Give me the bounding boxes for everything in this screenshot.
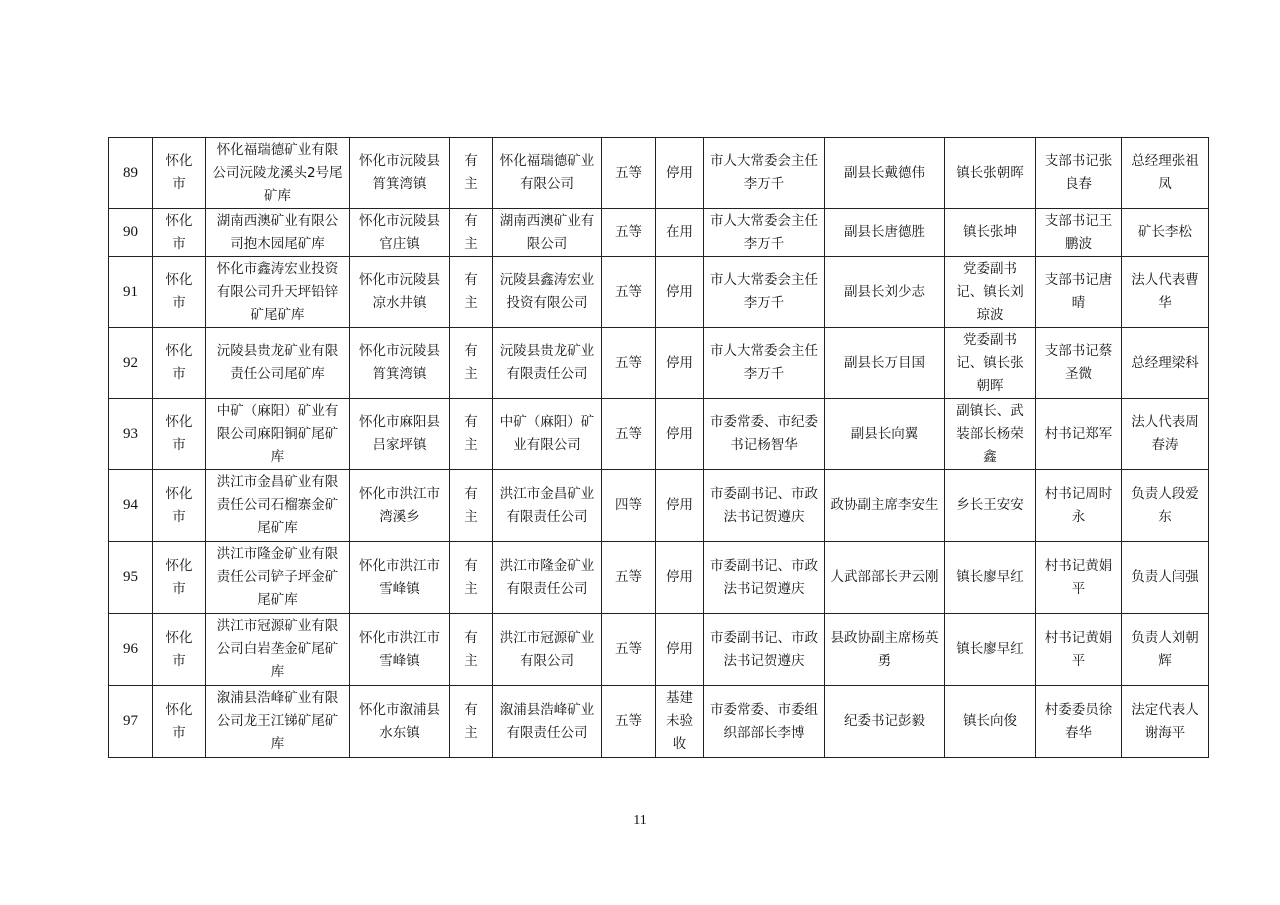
cell-town-leader: 党委副书记、镇长刘琼波 bbox=[945, 257, 1036, 328]
cell-town-leader: 副镇长、武装部长杨荣鑫 bbox=[945, 399, 1036, 470]
cell-city: 怀化市 bbox=[153, 138, 206, 209]
cell-village-leader: 村书记郑军 bbox=[1036, 399, 1122, 470]
cell-no: 92 bbox=[109, 328, 153, 399]
cell-owner-status: 有主 bbox=[450, 328, 493, 399]
cell-village-leader: 村委委员徐春华 bbox=[1036, 686, 1122, 758]
cell-company: 洪江市冠源矿业有限公司 bbox=[493, 614, 602, 686]
cell-name: 怀化福瑞德矿业有限公司沅陵龙溪头2号尾矿库 bbox=[206, 138, 350, 209]
cell-city-leader: 市人大常委会主任 李万千 bbox=[704, 138, 825, 209]
cell-no: 90 bbox=[109, 209, 153, 257]
cell-city: 怀化市 bbox=[153, 399, 206, 470]
cell-city: 怀化市 bbox=[153, 542, 206, 614]
cell-town-leader: 党委副书记、镇长张朝晖 bbox=[945, 328, 1036, 399]
cell-company-leader: 负责人闫强 bbox=[1122, 542, 1209, 614]
cell-company-leader: 法人代表周春涛 bbox=[1122, 399, 1209, 470]
cell-name: 溆浦县浩峰矿业有限公司龙王江锑矿尾矿库 bbox=[206, 686, 350, 758]
cell-status: 基建未验收 bbox=[656, 686, 704, 758]
cell-status: 停用 bbox=[656, 614, 704, 686]
cell-county-leader: 县政协副主席杨英勇 bbox=[825, 614, 945, 686]
cell-owner-status: 有主 bbox=[450, 686, 493, 758]
cell-county-leader: 副县长刘少志 bbox=[825, 257, 945, 328]
table-row bbox=[109, 257, 1209, 328]
page-number: 11 bbox=[633, 813, 647, 828]
cell-city: 怀化市 bbox=[153, 470, 206, 542]
cell-city-leader: 市人大常委会主任 李万千 bbox=[704, 257, 825, 328]
cell-grade: 五等 bbox=[602, 686, 656, 758]
cell-company: 沅陵县鑫涛宏业投资有限公司 bbox=[493, 257, 602, 328]
cell-company: 洪江市隆金矿业有限责任公司 bbox=[493, 542, 602, 614]
cell-owner-status: 有主 bbox=[450, 399, 493, 470]
cell-city-leader: 市委副书记、市政法书记贺遵庆 bbox=[704, 470, 825, 542]
cell-location: 怀化市麻阳县吕家坪镇 bbox=[350, 399, 450, 470]
cell-status: 在用 bbox=[656, 209, 704, 257]
cell-owner-status: 有主 bbox=[450, 138, 493, 209]
cell-grade: 五等 bbox=[602, 614, 656, 686]
cell-county-leader: 副县长戴德伟 bbox=[825, 138, 945, 209]
cell-company: 洪江市金昌矿业有限责任公司 bbox=[493, 470, 602, 542]
cell-company-leader: 总经理张祖凤 bbox=[1122, 138, 1209, 209]
cell-no: 91 bbox=[109, 257, 153, 328]
cell-grade: 五等 bbox=[602, 328, 656, 399]
table-body bbox=[109, 138, 1209, 758]
cell-village-leader: 支部书记唐晴 bbox=[1036, 257, 1122, 328]
cell-grade: 四等 bbox=[602, 470, 656, 542]
cell-city-leader: 市委常委、市委组织部部长李博 bbox=[704, 686, 825, 758]
cell-grade: 五等 bbox=[602, 542, 656, 614]
cell-town-leader: 镇长廖早红 bbox=[945, 614, 1036, 686]
cell-company: 溆浦县浩峰矿业有限责任公司 bbox=[493, 686, 602, 758]
cell-company-leader: 法人代表曹华 bbox=[1122, 257, 1209, 328]
cell-owner-status: 有主 bbox=[450, 209, 493, 257]
cell-grade: 五等 bbox=[602, 138, 656, 209]
cell-company-leader: 法定代表人谢海平 bbox=[1122, 686, 1209, 758]
cell-name: 沅陵县贵龙矿业有限责任公司尾矿库 bbox=[206, 328, 350, 399]
cell-status: 停用 bbox=[656, 399, 704, 470]
cell-village-leader: 村书记周时永 bbox=[1036, 470, 1122, 542]
cell-location: 怀化市沅陵县筲箕湾镇 bbox=[350, 328, 450, 399]
cell-status: 停用 bbox=[656, 542, 704, 614]
tailings-table bbox=[108, 137, 1209, 758]
cell-status: 停用 bbox=[656, 138, 704, 209]
cell-county-leader: 政协副主席李安生 bbox=[825, 470, 945, 542]
cell-company-leader: 负责人刘朝辉 bbox=[1122, 614, 1209, 686]
table-row bbox=[109, 399, 1209, 470]
cell-location: 怀化市洪江市雪峰镇 bbox=[350, 542, 450, 614]
cell-name: 洪江市金昌矿业有限责任公司石榴寨金矿尾矿库 bbox=[206, 470, 350, 542]
cell-name: 中矿（麻阳）矿业有限公司麻阳铜矿尾矿库 bbox=[206, 399, 350, 470]
cell-city-leader: 市人大常委会主任 李万千 bbox=[704, 209, 825, 257]
cell-no: 89 bbox=[109, 138, 153, 209]
cell-city: 怀化市 bbox=[153, 257, 206, 328]
cell-name: 湖南西澳矿业有限公司抱木园尾矿库 bbox=[206, 209, 350, 257]
cell-company: 怀化福瑞德矿业有限公司 bbox=[493, 138, 602, 209]
cell-company: 中矿（麻阳）矿业有限公司 bbox=[493, 399, 602, 470]
table-row bbox=[109, 614, 1209, 686]
cell-city-leader: 市委副书记、市政法书记贺遵庆 bbox=[704, 614, 825, 686]
cell-name: 洪江市隆金矿业有限责任公司铲子坪金矿尾矿库 bbox=[206, 542, 350, 614]
cell-grade: 五等 bbox=[602, 257, 656, 328]
table-row bbox=[109, 542, 1209, 614]
cell-city-leader: 市委常委、市纪委书记杨智华 bbox=[704, 399, 825, 470]
cell-village-leader: 村书记黄娟平 bbox=[1036, 542, 1122, 614]
cell-town-leader: 镇长张坤 bbox=[945, 209, 1036, 257]
cell-village-leader: 支部书记王鹏波 bbox=[1036, 209, 1122, 257]
cell-no: 95 bbox=[109, 542, 153, 614]
cell-city-leader: 市委副书记、市政法书记贺遵庆 bbox=[704, 542, 825, 614]
cell-owner-status: 有主 bbox=[450, 470, 493, 542]
cell-status: 停用 bbox=[656, 470, 704, 542]
cell-company-leader: 负责人段爱东 bbox=[1122, 470, 1209, 542]
cell-city: 怀化市 bbox=[153, 614, 206, 686]
cell-owner-status: 有主 bbox=[450, 257, 493, 328]
cell-village-leader: 村书记黄娟平 bbox=[1036, 614, 1122, 686]
cell-status: 停用 bbox=[656, 257, 704, 328]
cell-location: 怀化市沅陵县官庄镇 bbox=[350, 209, 450, 257]
cell-county-leader: 副县长唐德胜 bbox=[825, 209, 945, 257]
cell-status: 停用 bbox=[656, 328, 704, 399]
cell-location: 怀化市沅陵县筲箕湾镇 bbox=[350, 138, 450, 209]
cell-city-leader: 市人大常委会主任 李万千 bbox=[704, 328, 825, 399]
table-row bbox=[109, 470, 1209, 542]
table-row bbox=[109, 686, 1209, 758]
cell-town-leader: 镇长张朝晖 bbox=[945, 138, 1036, 209]
cell-company: 湖南西澳矿业有限公司 bbox=[493, 209, 602, 257]
cell-town-leader: 镇长向俊 bbox=[945, 686, 1036, 758]
cell-town-leader: 乡长王安安 bbox=[945, 470, 1036, 542]
cell-county-leader: 副县长万目国 bbox=[825, 328, 945, 399]
cell-no: 96 bbox=[109, 614, 153, 686]
cell-county-leader: 副县长向翼 bbox=[825, 399, 945, 470]
cell-village-leader: 支部书记张良春 bbox=[1036, 138, 1122, 209]
cell-city: 怀化市 bbox=[153, 209, 206, 257]
cell-city: 怀化市 bbox=[153, 686, 206, 758]
table-row bbox=[109, 328, 1209, 399]
cell-company-leader: 总经理梁科 bbox=[1122, 328, 1209, 399]
cell-village-leader: 支部书记蔡圣微 bbox=[1036, 328, 1122, 399]
cell-owner-status: 有主 bbox=[450, 614, 493, 686]
cell-name: 洪江市冠源矿业有限公司白岩垄金矿尾矿库 bbox=[206, 614, 350, 686]
cell-location: 怀化市溆浦县水东镇 bbox=[350, 686, 450, 758]
cell-no: 97 bbox=[109, 686, 153, 758]
cell-county-leader: 纪委书记彭毅 bbox=[825, 686, 945, 758]
cell-owner-status: 有主 bbox=[450, 542, 493, 614]
cell-no: 94 bbox=[109, 470, 153, 542]
cell-location: 怀化市洪江市湾溪乡 bbox=[350, 470, 450, 542]
cell-no: 93 bbox=[109, 399, 153, 470]
table-row bbox=[109, 138, 1209, 209]
table-row bbox=[109, 209, 1209, 257]
cell-city: 怀化市 bbox=[153, 328, 206, 399]
cell-name: 怀化市鑫涛宏业投资有限公司升天坪铅锌矿尾矿库 bbox=[206, 257, 350, 328]
cell-location: 怀化市沅陵县凉水井镇 bbox=[350, 257, 450, 328]
cell-company-leader: 矿长李松 bbox=[1122, 209, 1209, 257]
cell-county-leader: 人武部部长尹云刚 bbox=[825, 542, 945, 614]
cell-location: 怀化市洪江市雪峰镇 bbox=[350, 614, 450, 686]
cell-company: 沅陵县贵龙矿业有限责任公司 bbox=[493, 328, 602, 399]
cell-grade: 五等 bbox=[602, 209, 656, 257]
cell-grade: 五等 bbox=[602, 399, 656, 470]
cell-town-leader: 镇长廖早红 bbox=[945, 542, 1036, 614]
